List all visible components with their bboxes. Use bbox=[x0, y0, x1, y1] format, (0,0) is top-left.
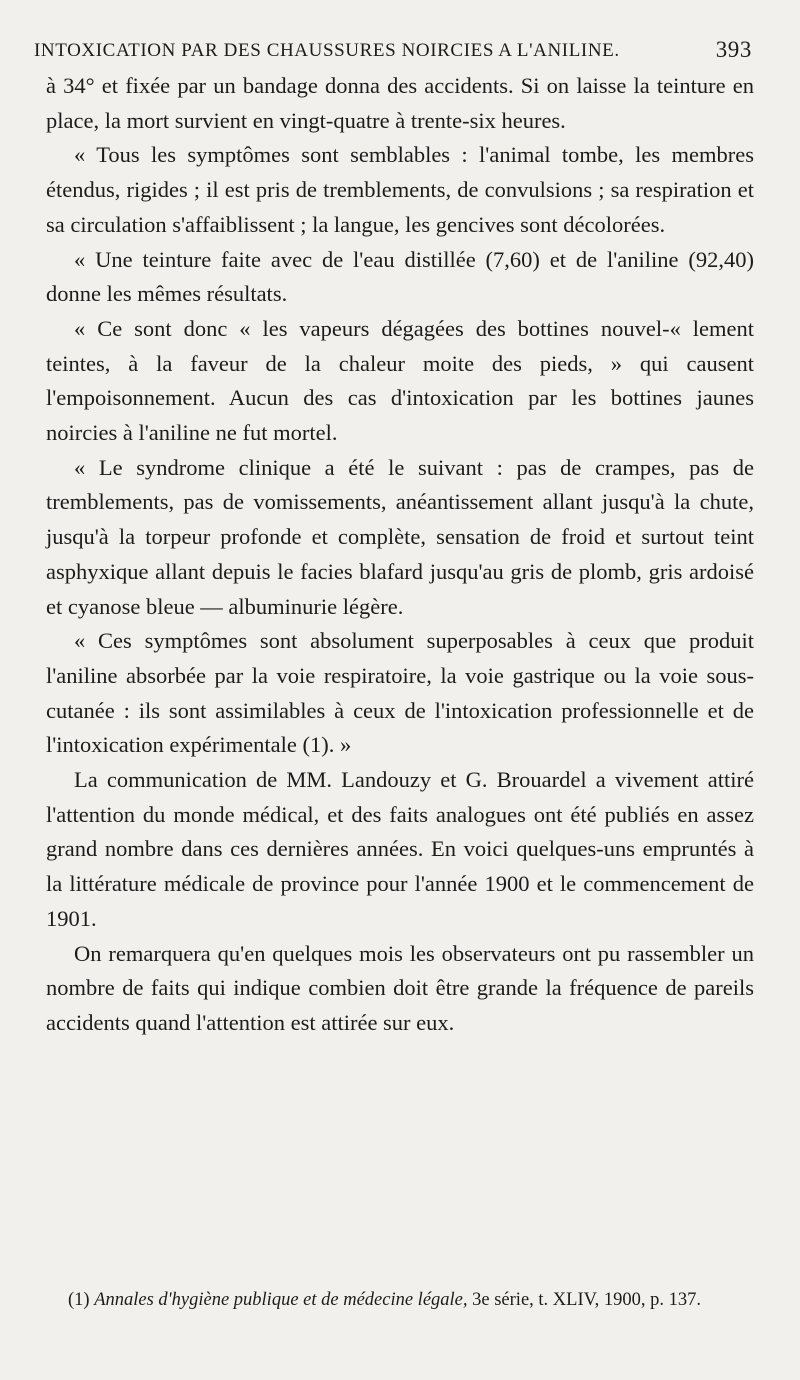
running-header bbox=[34, 37, 752, 62]
paragraph-tincture: « Une teinture faite avec de l'eau distillée (7,60) et de l'aniline (92,40) donne les mêmes résultats. bbox=[46, 246, 754, 307]
paragraph-comparison: « Ces symptômes sont absolument superposables à ceux que produit l'aniline absorbée par la voie respiratoire, la voie gastrique ou la voie sous-cutanée : ils sont assimilables à ceux de l'intoxication professionnelle et de l'intoxication expérimentale (1). » bbox=[46, 628, 754, 758]
page-number: 393 bbox=[715, 37, 752, 62]
footnote-details: 3e série, t. XLIV, 1900, p. 137. bbox=[472, 1290, 701, 1310]
body-text bbox=[46, 69, 754, 1041]
paragraph-syndrome: « Le syndrome clinique a été le suivant : pas de crampes, pas de tremblements, pas de vomissements, anéantissement allant jusqu'à la chute, jusqu'à la torpeur profonde et complète, sensation de froid et surtout teint asphyxique allant depuis le facies blafard jusqu'au gris de plomb, gris ardoisé et cyanose bleue — albuminurie légère. bbox=[46, 454, 754, 619]
footnote-marker: (1) bbox=[68, 1290, 90, 1310]
paragraph-continuation: à 34° et fixée par un bandage donna des accidents. Si on laisse la teinture en place, la mort survient en vingt-quatre à trente-six heures. bbox=[46, 73, 754, 133]
footnote-source: Annales d'hygiène publique et de médecine légale, bbox=[94, 1290, 468, 1310]
paragraph-communication: La communication de MM. Landouzy et G. Brouardel a vivement attiré l'attention du monde médical, et des faits analogues ont été publiés en assez grand nombre dans ces dernières années. En voici quelques-uns empruntés à la littérature médicale de province pour l'année 1900 et le commencement de 1901. bbox=[46, 767, 754, 931]
running-title: INTOXICATION PAR DES CHAUSSURES NOIRCIES A L'ANILINE. bbox=[34, 40, 620, 61]
paragraph-symptoms: « Tous les symptômes sont semblables : l'animal tombe, les membres étendus, rigides ; il est pris de tremblements, de convulsions ; sa respiration et sa circulation s'affaiblissent ; la langue, les gencives sont décolorées. bbox=[46, 142, 754, 237]
paragraph-vapors: « Ce sont donc « les vapeurs dégagées des bottines nouvel-« lement teintes, à la faveur de la chaleur moite des pieds, » qui causent l'empoisonnement. Aucun des cas d'intoxication par les bottines jaunes noircies à l'aniline ne fut mortel. bbox=[46, 315, 754, 446]
footnote bbox=[46, 1286, 754, 1314]
paragraph-remark: On remarquera qu'en quelques mois les observateurs ont pu rassembler un nombre de faits qui indique combien doit être grande la fréquence de pareils accidents quand l'attention est attirée sur eux. bbox=[46, 940, 754, 1035]
